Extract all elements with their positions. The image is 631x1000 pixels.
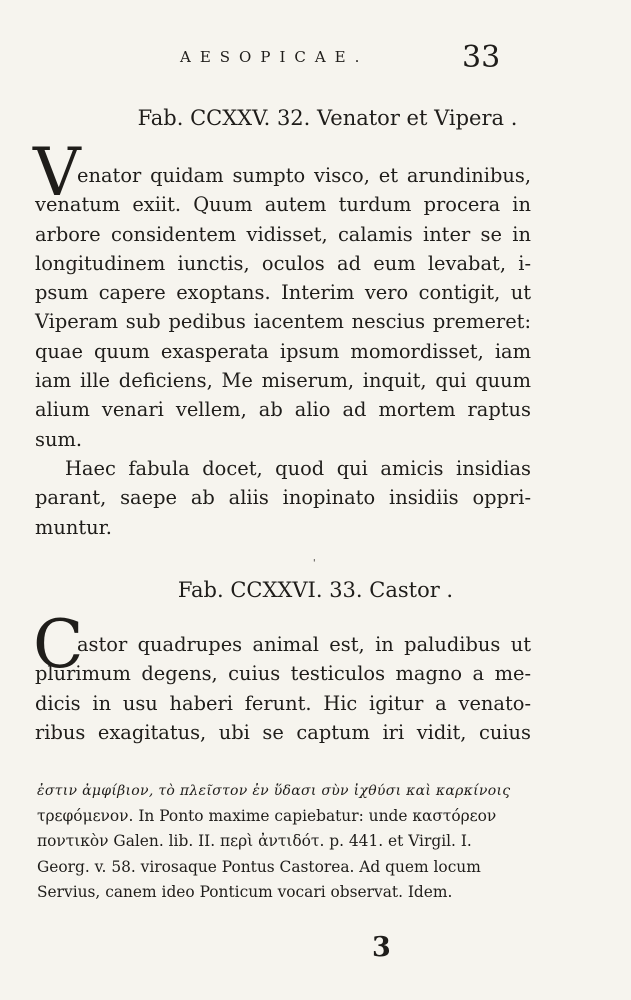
- text-line: astor quadrupes animal est, in paludibus ut: [77, 633, 531, 656]
- text-line: psum capere exoptans. Interim vero contigit, ut: [35, 281, 531, 305]
- moral-line: Haec fabula docet, quod qui amicis insidias: [65, 456, 531, 480]
- text-line: Viperam sub pedibus iacentem nescius premeret:: [35, 310, 531, 334]
- text-line: sum.: [35, 427, 82, 451]
- fable-1-body: [35, 161, 531, 542]
- fable-title-1: Fab. CCXXV. 32. Venator et Vipera .: [137, 106, 518, 130]
- moral-line: muntur.: [35, 515, 112, 539]
- dropcap-c: C: [33, 606, 84, 683]
- text-line: venatum exiit. Quum autem turdum procera in: [35, 193, 531, 217]
- footnote-line: ἐστιν ἀμφίβιον, τὸ πλεῖστον ἐν ὕδασι σὺν ἰχθύσι καὶ καρκίνοις: [37, 783, 511, 799]
- signature-mark: 3: [372, 932, 391, 963]
- moral-line: parant, saepe ab aliis inopinato insidiis oppri-: [35, 486, 531, 510]
- footnote: [37, 779, 537, 905]
- page-number: 33: [462, 40, 501, 75]
- text-line: dicis in usu haberi ferunt. Hic igitur a venato-: [35, 691, 531, 715]
- text-line: enator quidam sumpto visco, et arundinibus,: [77, 164, 531, 187]
- dropcap-v: V: [33, 134, 81, 211]
- text-line: longitudinem iunctis, oculos ad eum levabat, i-: [35, 251, 531, 275]
- text-line: ribus exagitatus, ubi se captum iri vidit, cuius: [35, 720, 531, 744]
- footnote-line: τρεφόμενον. In Ponto maxime capiebatur: unde καστόρεον: [37, 807, 497, 826]
- fable-2-body: [35, 630, 531, 747]
- text-line: quae quum exasperata ipsum momordisset, iam: [35, 339, 531, 363]
- footnote-line: Georg. v. 58. virosaque Pontus Castorea. Ad quem locum: [37, 857, 481, 876]
- text-line: alium venari vellem, ab alio ad mortem raptus: [35, 398, 531, 422]
- fable-title-2: Fab. CCXXVI. 33. Castor .: [177, 578, 454, 602]
- footnote-line: Servius, canem ideo Ponticum vocari observat. Idem.: [37, 882, 453, 901]
- text-line: iam ille deficiens, Me miserum, inquit, qui quum: [35, 369, 531, 393]
- running-head: AESOPICAE.: [180, 48, 369, 66]
- text-line: arbore considentem vidisset, calamis inter se in: [35, 222, 531, 246]
- ornament-mark: ': [313, 559, 316, 569]
- footnote-line: ποντικὸν Galen. lib. II. περὶ ἀντιδότ. p. 441. et Virgil. I.: [37, 832, 472, 851]
- text-line: plurimum degens, cuius testiculos magno a me-: [35, 662, 531, 686]
